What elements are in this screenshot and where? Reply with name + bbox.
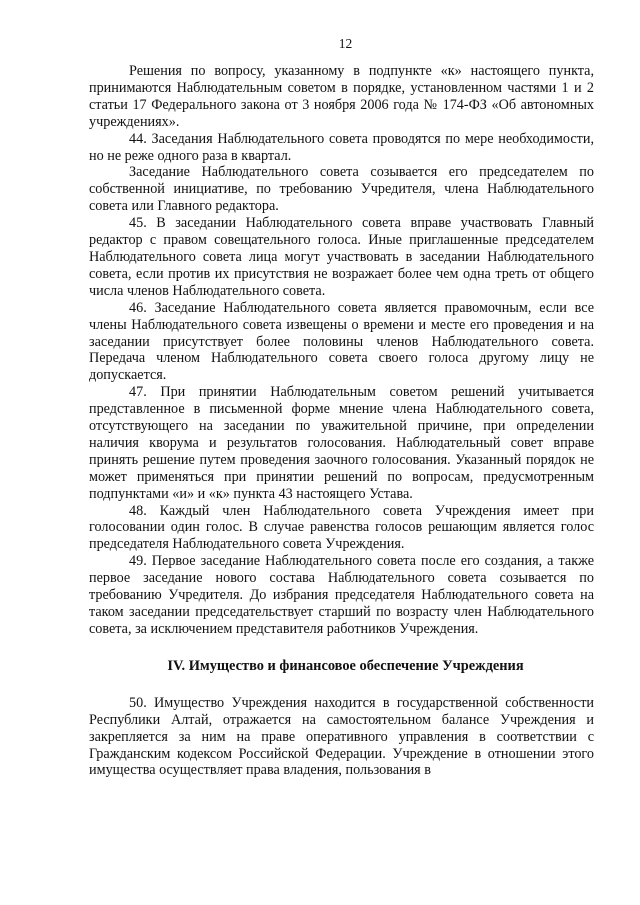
paragraph-47: 47. При принятии Наблюдательным советом решений учитывается представленное в письменной форме мнение члена Наблюдательного совета, отсутствующего на заседании по уважительной причине, при определении наличия кворума и результатов голосования. Наблюдательный совет вправе принять решение путем проведения заочного голосования. Указанный порядок не может применяться при принятии решений по вопросам, предусмотренным подпунктами «и» и «к» пункта 43 настоящего Устава. [89,384,594,502]
paragraph-decisions-k: Решения по вопросу, указанному в подпункте «к» настоящего пункта, принимаются Наблюдательным советом в порядке, установленном частями 1 и 2 статьи 17 Федерального закона от 3 ноября 2006 года № 174-ФЗ «Об автономных учреждениях». [89,63,594,130]
page-number: 12 [338,36,353,51]
paragraph-46: 46. Заседание Наблюдательного совета является правомочным, если все члены Наблюдательного совета извещены о времени и месте его проведения и на заседании присутствует более половины членов Наблюдательного совета. Передача членом Наблюдательного совета своего голоса другому лицу не допускается. [89,299,594,384]
paragraph-50: 50. Имущество Учреждения находится в государственной собственности Республики Алтай, отражается на самостоятельном балансе Учреждения и закрепляется за ним на праве оперативного управления в соответствии с Гражданским кодексом Российской Федерации. Учреждение в отношении этого имущества осуществляет права владения, пользования в [89,694,594,779]
paragraph-45: 45. В заседании Наблюдательного совета вправе участвовать Главный редактор с правом совещательного голоса. Иные приглашенные председателем Наблюдательного совета лица могут участвовать в заседании Наблюдательного совета, если против их присутствия не возражает более чем одна треть от общего числа членов Наблюдательного совета. [89,215,594,299]
paragraph-49: 49. Первое заседание Наблюдательного совета после его создания, а также первое заседание нового состава Наблюдательного совета созывается по требованию Учредителя. До избрания председателя Наблюдательного совета на таком заседании председательствует старший по возрасту член Наблюдательного совета, за исключением представителя работников Учреждения. [89,553,594,637]
paragraph-convening: Заседание Наблюдательного совета созывается его председателем по собственной инициативе, по требованию Учредителя, члена Наблюдательного совета или Главного редактора. [89,164,594,215]
paragraph-44: 44. Заседания Наблюдательного совета проводятся по мере необходимости, но не реже одного раза в квартал. [89,130,594,164]
paragraph-48: 48. Каждый член Наблюдательного совета Учреждения имеет при голосовании один голос. В случае равенства голосов решающим является голос председателя Наблюдательного совета Учреждения. [89,502,594,553]
section-heading: IV. Имущество и финансовое обеспечение Учреждения [167,657,524,674]
